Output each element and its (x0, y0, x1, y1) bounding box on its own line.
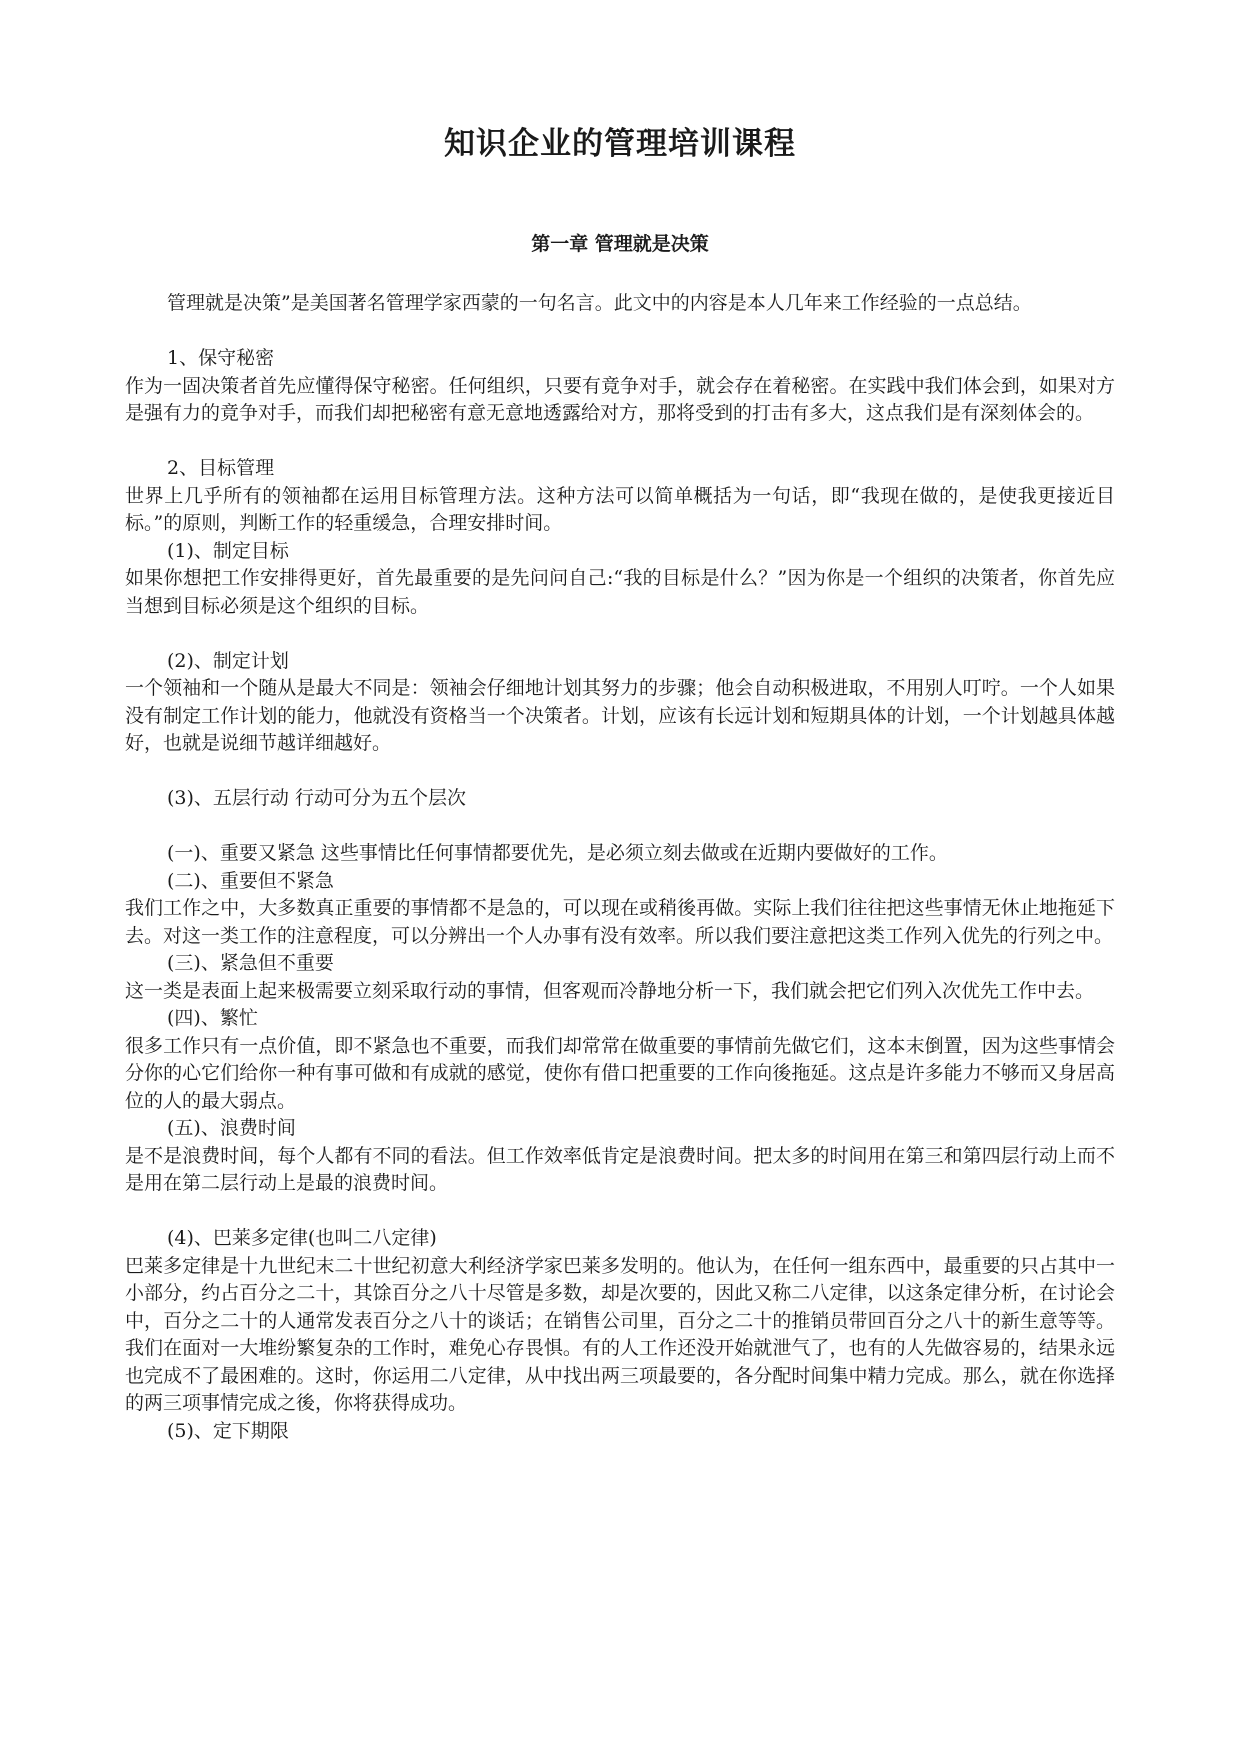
level-2-heading: (二)、重要但不紧急 (167, 869, 334, 892)
subsection-3-heading: (3)、五层行动 行动可分为五个层次 (167, 787, 466, 809)
level-2-paragraph: 我们工作之中，大多数真正重要的事情都不是急的，可以现在或稍後再做。实际上我们往往把这些事情无休止地拖延下去。对这一类工作的注意程度，可以分辨出一个人办事有没有效率。所以我们要注意把这类工作列入优先的行列之中。 (125, 897, 1115, 947)
subsection-1-paragraph: 如果你想把工作安排得更好，首先最重要的是先问问自己:“我的目标是什么？”因为你是一个组织的决策者，你首先应当想到目标必须是这个组织的目标。 (125, 567, 1115, 617)
document-page (125, 0, 1115, 1754)
level-5-paragraph: 是不是浪费时间，每个人都有不同的看法。但工作效率低肯定是浪费时间。把太多的时间用在第三和第四层行动上而不是用在第二层行动上是最的浪费时间。 (125, 1144, 1115, 1194)
subsection-4-heading: (4)、巴莱多定律(也叫二八定律) (167, 1227, 437, 1249)
subsection-5-heading: (5)、定下期限 (167, 1419, 289, 1442)
chapter-heading: 第一章 管理就是决策 (531, 233, 709, 255)
level-5-heading: (五)、浪费时间 (167, 1117, 296, 1139)
subsection-2-paragraph: 一个领袖和一个随从是最大不同是：领袖会仔细地计划其努力的步骤；他会自动积极进取，不用别人叮咛。一个人如果没有制定工作计划的能力，他就没有资格当一个决策者。计划，应该有长远计划和短期具体的计划，一个计划越具体越好，也就是说细节越详细越好。 (125, 677, 1115, 754)
document-body (125, 290, 1115, 1445)
section-2-heading: 2、目标管理 (167, 457, 275, 479)
section-1-heading: 1、保守秘密 (167, 347, 275, 369)
level-3-heading: (三)、紧急但不重要 (167, 952, 334, 974)
level-3-paragraph: 这一类是表面上起来极需要立刻采取行动的事情，但客观而冷静地分析一下，我们就会把它们列入次优先工作中去。 (125, 979, 1095, 1002)
subsection-1-heading: (1)、制定目标 (167, 539, 289, 562)
intro-paragraph: 管理就是决策”是美国著名管理学家西蒙的一句名言。此文中的内容是本人几年来工作经验的一点总结。 (167, 292, 1032, 314)
section-2-paragraph: 世界上几乎所有的领袖都在运用目标管理方法。这种方法可以简单概括为一句话，即“我现在做的，是使我更接近目标。”的原则，判断工作的轻重缓急，合理安排时间。 (125, 484, 1115, 534)
subsection-2-heading: (2)、制定计划 (167, 649, 289, 672)
level-4-heading: (四)、繁忙 (167, 1007, 258, 1029)
level-4-paragraph: 很多工作只有一点价值，即不紧急也不重要，而我们却常常在做重要的事情前先做它们，这本末倒置，因为这些事情会分你的心它们给你一种有事可做和有成就的感觉，使你有借口把重要的工作向後拖延。这点是许多能力不够而又身居高位的人的最大弱点。 (125, 1034, 1115, 1112)
document-title: 知识企业的管理培训课程 (444, 126, 796, 162)
level-1-line: (一)、重要又紧急 这些事情比任何事情都要优先，是必须立刻去做或在近期内要做好的工作。 (167, 842, 948, 864)
subsection-4-paragraph: 巴莱多定律是十九世纪末二十世纪初意大利经济学家巴莱多发明的。他认为，在任何一组东西中，最重要的只占其中一小部分，约占百分之二十，其馀百分之八十尽管是多数，却是次要的，因此又称二八定律，以这条定律分析，在讨论会中，百分之二十的人通常发表百分之八十的谈话；在销售公司里，百分之二十的推销员带回百分之八十的新生意等等。我们在面对一大堆纷繁复杂的工作时，难免心存畏惧。有的人工作还没开始就泄气了，也有的人先做容易的，结果永远也完成不了最困难的。这时，你运用二八定律，从中找出两三项最要的，各分配时间集中精力完成。那么，就在你选择的两三项事情完成之後，你将获得成功。 (125, 1254, 1115, 1414)
section-1-paragraph: 作为一固决策者首先应懂得保守秘密。任何组织，只要有竟争对手，就会存在着秘密。在实践中我们体会到，如果对方是强有力的竟争对手，而我们却把秘密有意无意地透露给对方，那将受到的打击有多大，这点我们是有深刻体会的。 (125, 374, 1115, 424)
